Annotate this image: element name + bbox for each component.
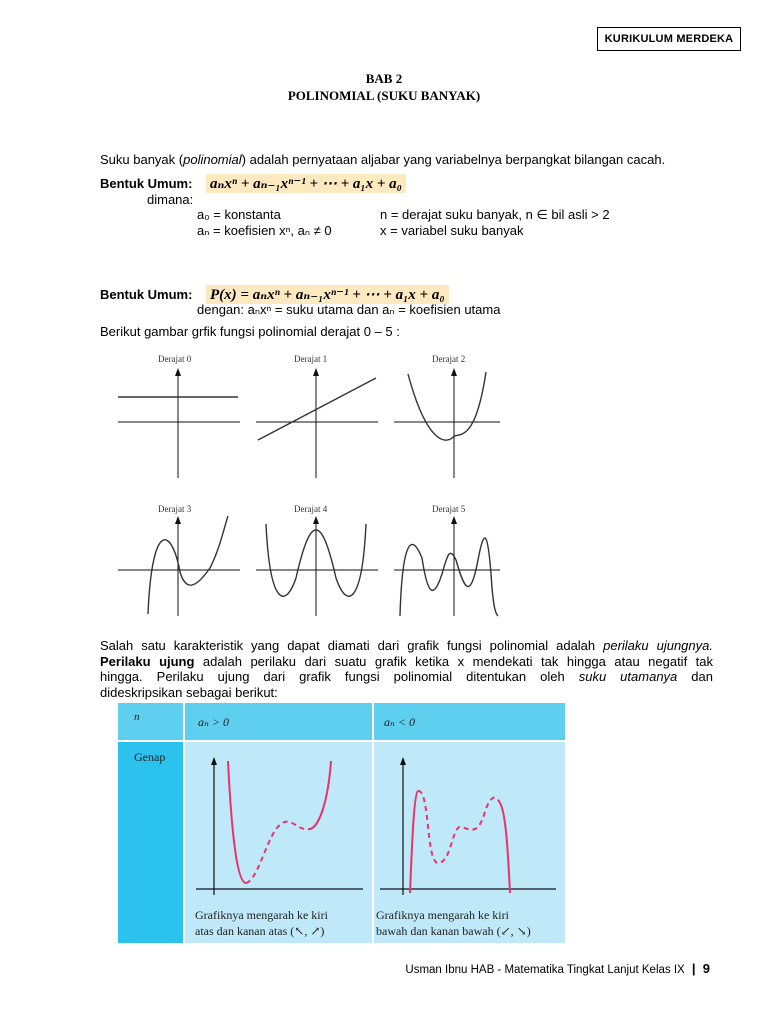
- caption-negative-1: Grafiknya mengarah ke kiri: [376, 908, 509, 922]
- intro-italic: polinomial: [183, 152, 242, 167]
- dengan-line: dengan: aₙxⁿ = suku utama dan aₙ = koefisien utama: [197, 302, 501, 317]
- end-behavior-paragraph: [100, 638, 713, 700]
- intro-text: [100, 152, 665, 168]
- page-number: 9: [702, 961, 710, 976]
- para-l3-post: dan: [677, 669, 713, 684]
- graphs-intro: Berikut gambar grfik fungsi polinomial derajat 0 – 5 :: [100, 324, 400, 339]
- para-l1: Salah satu karakteristik yang dapat diamati dari grafik fungsi polinomial adalah: [100, 638, 604, 653]
- def-n: n = derajat suku banyak, n ∈ bil asli > 2: [380, 207, 610, 222]
- chapter-title: POLINOMIAL (SUKU BANYAK): [287, 88, 481, 103]
- page-footer: [405, 961, 710, 976]
- graph-label-0: Derajat 0: [158, 354, 192, 364]
- curve-degree-1: [258, 378, 376, 440]
- degree-graphs: [110, 348, 500, 618]
- intro-post: ) adalah pernyataan aljabar yang variabelnya berpangkat bilangan cacah.: [241, 152, 666, 167]
- para-l1-italic: perilaku ujungnya.: [603, 638, 713, 653]
- def-an: aₙ = koefisien xⁿ, aₙ ≠ 0: [197, 223, 332, 238]
- graph-label-3: Derajat 3: [158, 504, 192, 514]
- dimana-label: dimana:: [147, 192, 194, 207]
- table-row-genap: Genap: [134, 750, 166, 764]
- table-col-negative: aₙ < 0: [384, 715, 415, 729]
- curve-degree-2: [408, 372, 486, 440]
- caption-positive-2: atas dan kanan atas (↖, ↗): [195, 924, 325, 938]
- general-form-label-1: Bentuk Umum:: [100, 176, 193, 191]
- para-l2: adalah perilaku dari suatu grafik ketika x mendekati tak hingga atau negatif tak: [194, 653, 714, 669]
- table-col-n: n: [134, 711, 140, 723]
- general-form-label-2: Bentuk Umum:: [100, 287, 193, 302]
- graph-label-4: Derajat 4: [294, 504, 328, 514]
- end-behavior-table-graphic: [118, 703, 565, 943]
- degree-curves: [118, 372, 498, 616]
- curve-degree-3: [148, 516, 228, 614]
- graph-label-1: Derajat 1: [294, 354, 328, 364]
- graph-label-2: Derajat 2: [432, 354, 466, 364]
- table-col-positive: aₙ > 0: [198, 715, 229, 729]
- chapter-number: BAB 2: [365, 71, 403, 86]
- para-l2-bold: Perilaku ujung: [100, 653, 195, 669]
- general-form-formula-2: P(x) = aₙxⁿ + aₙ₋₁xⁿ⁻¹ + ⋯ + a₁x + a₀: [206, 285, 449, 304]
- para-l3: hingga. Perilaku ujung dari grafik fungsi polinomial ditentukan oleh: [100, 669, 579, 684]
- curriculum-badge: KURIKULUM MERDEKA: [597, 27, 741, 51]
- def-a0: a₀ = konstanta: [197, 207, 281, 222]
- footer-text: Usman Ibnu HAB - Matematika Tingkat Lanjut Kelas IX: [405, 964, 685, 976]
- caption-positive-1: Grafiknya mengarah ke kiri: [195, 908, 328, 922]
- general-form-formula-1: aₙxⁿ + aₙ₋₁xⁿ⁻¹ + ⋯ + a₁x + a₀: [206, 174, 406, 193]
- graph-label-5: Derajat 5: [432, 504, 466, 514]
- def-x: x = variabel suku banyak: [380, 223, 524, 238]
- para-l3-italic: suku utamanya: [578, 669, 678, 684]
- intro-pre: Suku banyak (: [100, 152, 184, 167]
- para-l4: dideskripsikan sebagai berikut:: [100, 684, 278, 700]
- curve-degree-5: [400, 538, 498, 616]
- caption-negative-2: bawah dan kanan bawah (↙, ↘): [376, 924, 531, 938]
- end-behavior-table: [118, 703, 565, 943]
- footer-separator: |: [691, 961, 696, 976]
